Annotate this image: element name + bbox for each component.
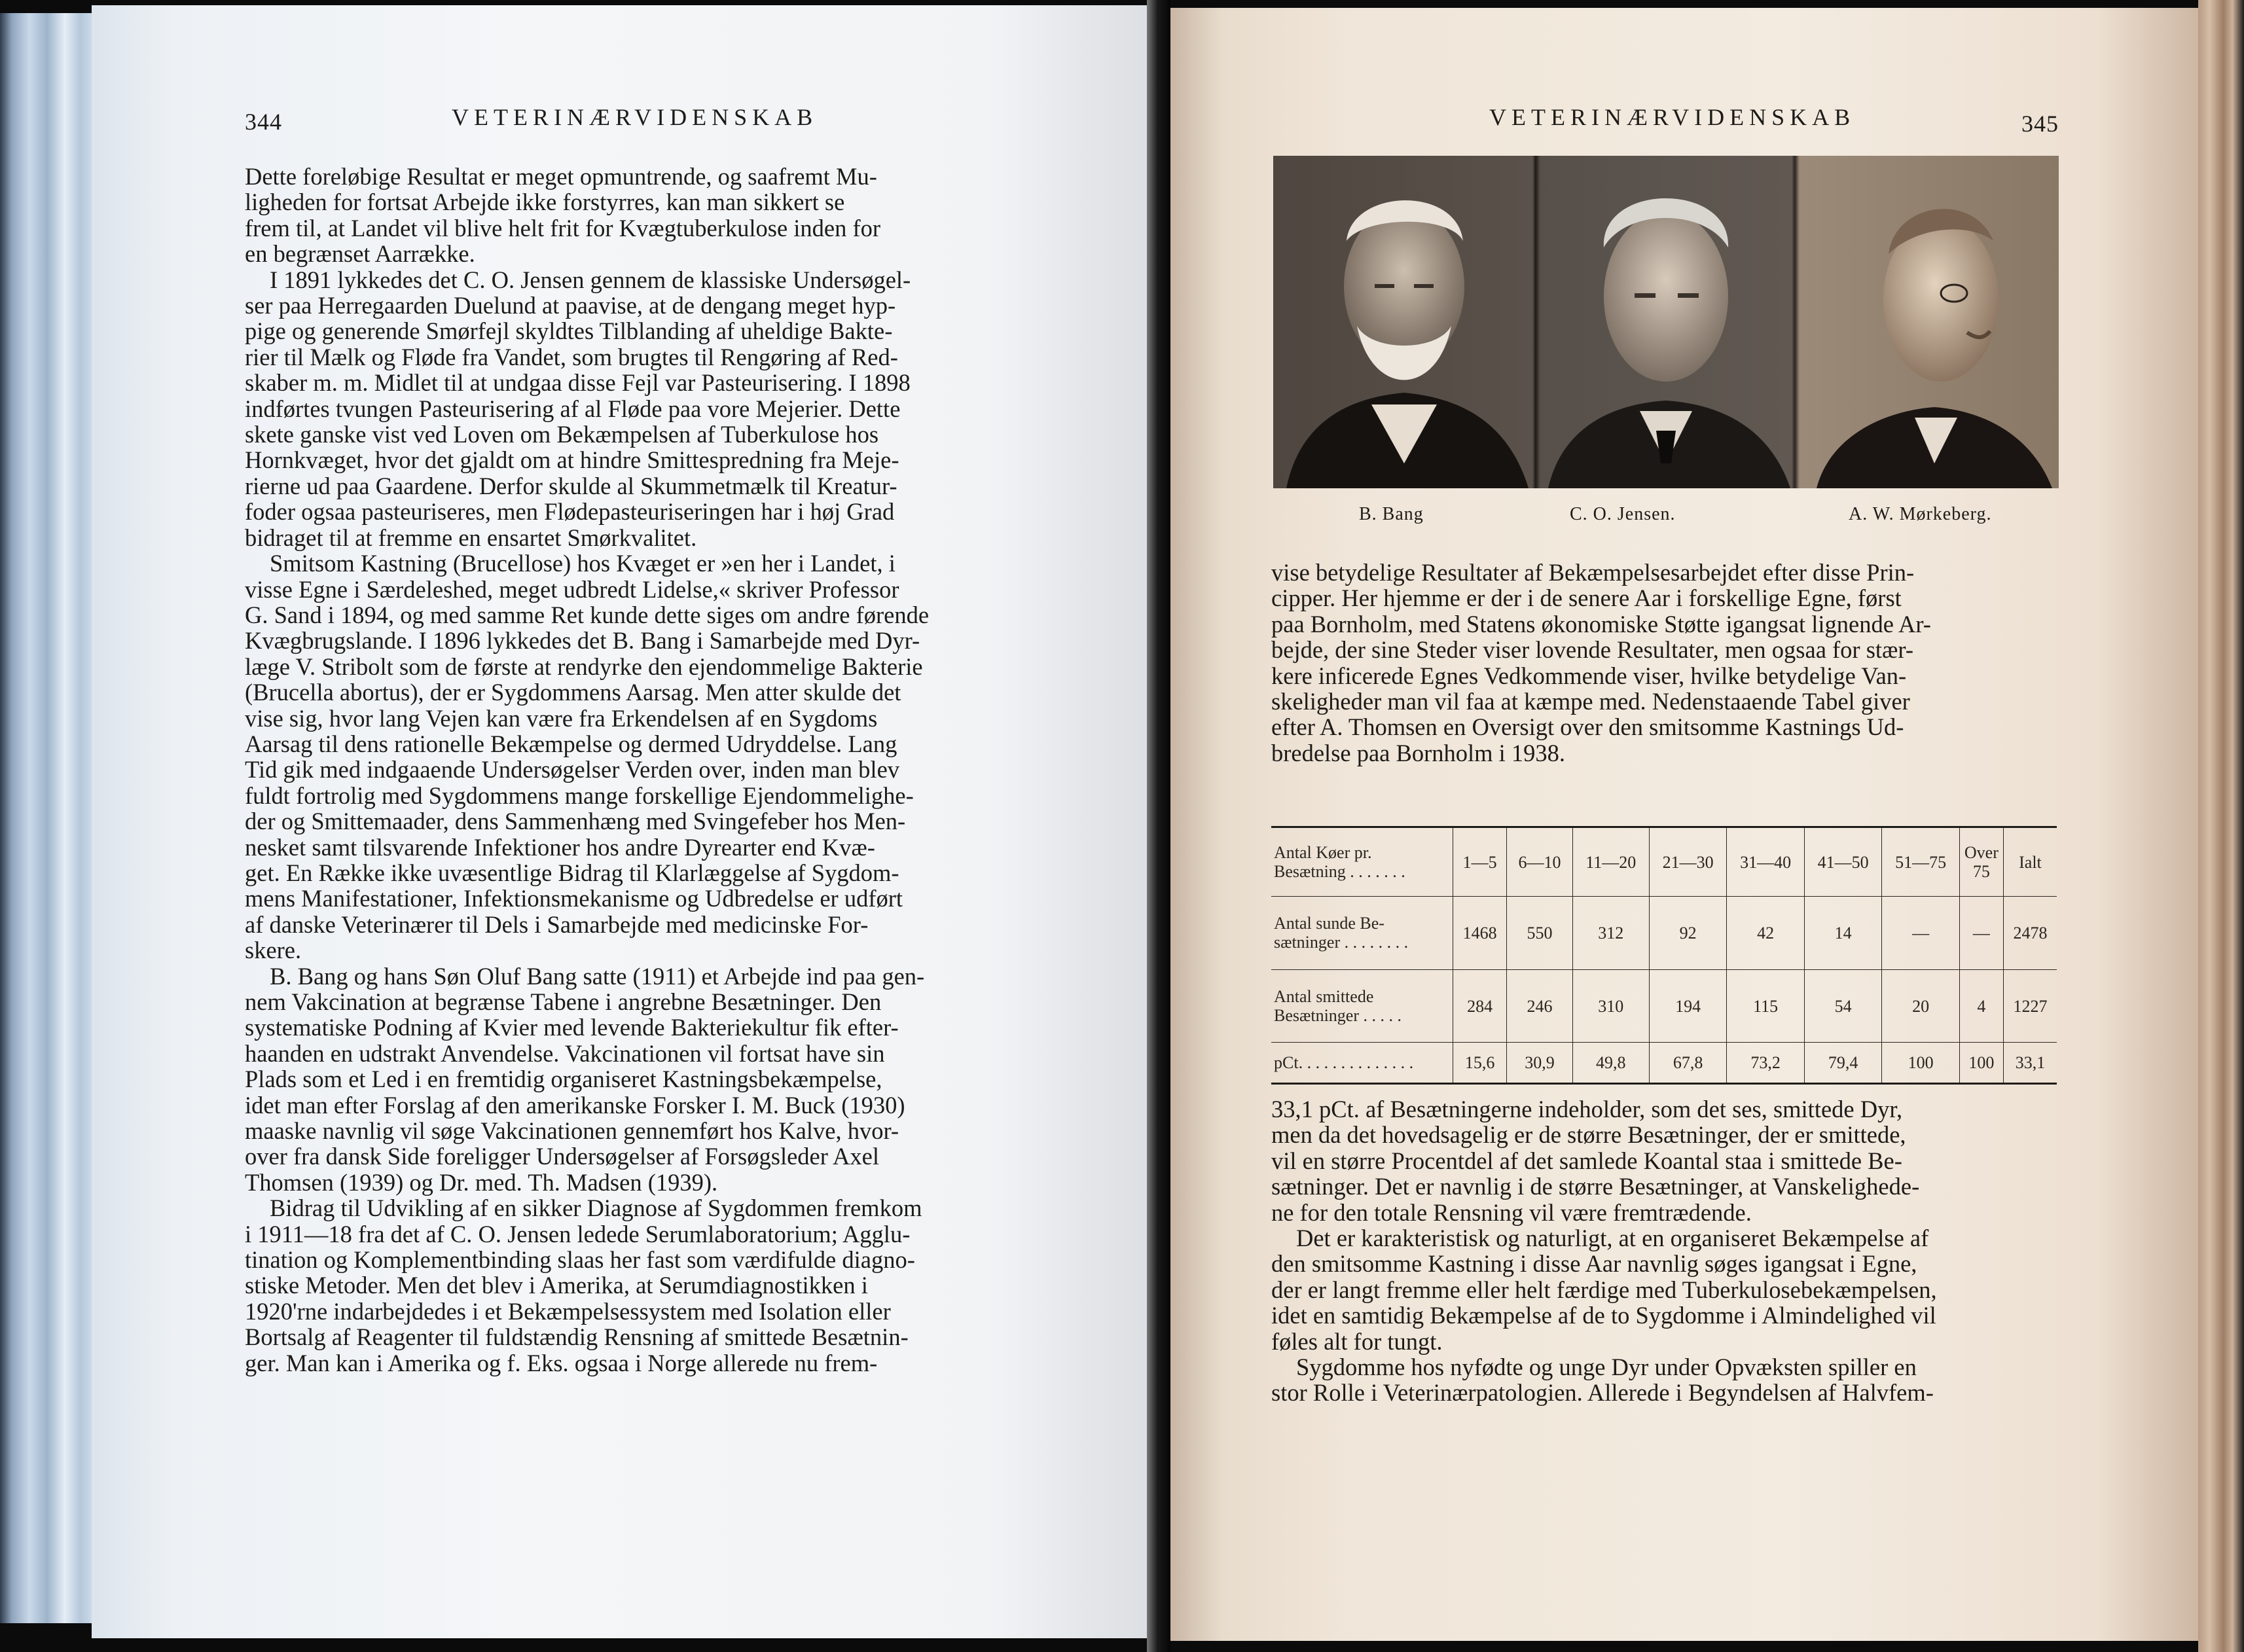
text-line: systematiske Podning af Kvier med levende Bakteriekultur fik efter- bbox=[245, 1014, 899, 1041]
text-line: føles alt for tungt. bbox=[1271, 1327, 1443, 1355]
right-page-text-bottom bbox=[1271, 1096, 2063, 1406]
table-cell: 33,1 bbox=[2003, 1043, 2057, 1084]
table-header-label: Antal Køer pr. Besætning . . . . . . . bbox=[1271, 827, 1453, 897]
text-line: Plads som et Led i en fremtidig organiseret Kastningsbekæmpelse, bbox=[245, 1066, 882, 1093]
table-cell: 20 bbox=[1882, 969, 1960, 1043]
text-line: Kvægbrugslande. I 1896 lykkedes det B. Bang i Samarbejde med Dyr- bbox=[245, 627, 920, 655]
table-cell: 14 bbox=[1804, 897, 1882, 970]
text-line: indførtes tvungen Pasteurisering af al Fløde paa vore Mejerier. Dette bbox=[245, 395, 901, 422]
text-line: G. Sand i 1894, og med samme Ret kunde dette siges om andre førende bbox=[245, 601, 930, 628]
text-line: kere inficerede Egnes Vedkommende viser, hvilke betydelige Van- bbox=[1271, 662, 1907, 689]
table-cell: 100 bbox=[1959, 1043, 2003, 1084]
table-cell: 115 bbox=[1727, 969, 1805, 1043]
text-line: efter A. Thomsen en Oversigt over den smitsomme Kastnings Ud- bbox=[1271, 713, 1904, 741]
table-cell: 4 bbox=[1959, 969, 2003, 1043]
portrait-a-w-morkeberg bbox=[1817, 209, 2052, 488]
right-page-text-top bbox=[1271, 560, 2063, 766]
table-col-header: 1—5 bbox=[1453, 827, 1507, 897]
left-running-head: VETERINÆRVIDENSKAB bbox=[452, 104, 818, 130]
table-cell: 194 bbox=[1649, 969, 1727, 1043]
text-line: Bortsalg af Reagenter til fuldstændig Rensning af smittede Besætnin- bbox=[245, 1323, 909, 1351]
table-cell: 246 bbox=[1507, 969, 1572, 1043]
text-line: mens Manifestationer, Infektionsmekanisme og Udbredelse er udført bbox=[245, 885, 903, 912]
table-cell: 15,6 bbox=[1453, 1043, 1507, 1084]
page-stack-edge bbox=[0, 13, 98, 1623]
text-line: skere. bbox=[245, 937, 302, 964]
text-line: (Brucella abortus), der er Sygdommens Aarsag. Men atter skulde det bbox=[245, 679, 901, 706]
table-cell: 67,8 bbox=[1649, 1043, 1727, 1084]
text-line: haanden en udstrakt Anvendelse. Vakcinationen vil fortsat have sin bbox=[245, 1039, 885, 1067]
text-line: Thomsen (1939) og Dr. med. Th. Madsen (1939). bbox=[245, 1168, 718, 1196]
text-line: rierne ud paa Gaardene. Derfor skulde al Skummetmælk til Kreatur- bbox=[245, 472, 897, 499]
text-line: Smitsom Kastning (Brucellose) hos Kvæget er »en her i Landet, i bbox=[270, 550, 896, 577]
table-cell: 54 bbox=[1804, 969, 1882, 1043]
text-line: B. Bang og hans Søn Oluf Bang satte (1911) et Arbejde ind paa gen- bbox=[270, 962, 925, 990]
table-col-header: Ialt bbox=[2003, 827, 2057, 897]
caption-c-o-jensen: C. O. Jensen. bbox=[1570, 504, 1676, 524]
table-row-sunde bbox=[1271, 897, 2057, 970]
text-line: en begrænset Aarrække. bbox=[245, 240, 475, 268]
caption-a-w-morkeberg: A. W. Mørkeberg. bbox=[1849, 504, 1992, 524]
text-line: ligheden for fortsat Arbejde ikke forstyrres, kan man sikkert se bbox=[245, 189, 845, 216]
text-line: 33,1 pCt. af Besætningerne indeholder, som det ses, smittede Dyr, bbox=[1271, 1096, 1903, 1122]
text-line: tination og Komplementbinding slaas her fast som værdifulde diagno- bbox=[245, 1246, 915, 1274]
table-col-header: 11—20 bbox=[1572, 827, 1649, 897]
text-line: rier til Mælk og Fløde fra Vandet, som brugtes til Rengøring af Red- bbox=[245, 343, 898, 370]
text-line: cipper. Her hjemme er der i de senere Aar i forskellige Egne, først bbox=[1271, 584, 1902, 612]
left-page-number: 344 bbox=[245, 109, 282, 135]
table-row-label: Antal sunde Be- sætninger . . . . . . . . bbox=[1271, 897, 1453, 970]
table-col-header: 6—10 bbox=[1507, 827, 1572, 897]
table-header-row bbox=[1271, 827, 2057, 897]
text-line: vise sig, hvor lang Vejen kan være fra Erkendelsen af en Sygdoms bbox=[245, 704, 878, 732]
text-line: Aarsag til dens rationelle Bekæmpelse og dermed Udryddelse. Lang bbox=[245, 730, 897, 757]
table-cell: 550 bbox=[1507, 897, 1572, 970]
table-cell: 49,8 bbox=[1572, 1043, 1649, 1084]
table-cell: 1468 bbox=[1453, 897, 1507, 970]
table-cell: 30,9 bbox=[1507, 1043, 1572, 1084]
table-cell: — bbox=[1882, 897, 1960, 970]
table-col-header: 31—40 bbox=[1727, 827, 1805, 897]
text-line: pige og generende Smørfejl skyldtes Tilblanding af uheldige Bakte- bbox=[245, 317, 893, 345]
text-line: frem til, at Landet vil blive helt frit for Kvægtuberkulose inden for bbox=[245, 214, 881, 242]
right-page-number: 345 bbox=[2021, 111, 2059, 137]
text-line: fuldt fortrolig med Sygdommens mange forskellige Ejendommelighe- bbox=[245, 781, 914, 809]
text-line: nem Vakcination at begrænse Tabene i angrebne Besætninger. Den bbox=[245, 988, 882, 1015]
text-line: der er langt fremme eller helt færdige med Tuberkulosebekæmpelsen, bbox=[1271, 1276, 1937, 1303]
text-line: maaske navnlig vil søge Vakcinationen gennemført hos Kalve, hvor- bbox=[245, 1117, 899, 1145]
table-cell: 2478 bbox=[2003, 897, 2057, 970]
table-cell: 312 bbox=[1572, 897, 1649, 970]
table-row-smittede bbox=[1271, 969, 2057, 1043]
table-cell: 79,4 bbox=[1804, 1043, 1882, 1084]
table-col-header: 51—75 bbox=[1882, 827, 1960, 897]
text-line: Dette foreløbige Resultat er meget opmuntrende, og saafremt Mu- bbox=[245, 163, 877, 190]
text-line: stor Rolle i Veterinærpatologien. Allerede i Begyndelsen af Halvfem- bbox=[1271, 1379, 1934, 1407]
table-cell: 92 bbox=[1649, 897, 1727, 970]
text-line: idet en samtidig Bekæmpelse af de to Sygdomme i Almindelighed vil bbox=[1271, 1302, 1936, 1329]
text-line: paa Bornholm, med Statens økonomiske Støtte igangsat lignende Ar- bbox=[1271, 610, 1931, 637]
text-line: Sygdomme hos nyfødte og unge Dyr under Opvæksten spiller en bbox=[1296, 1354, 1917, 1381]
text-line: get. En Række ikke uvæsentlige Bidrag til Klarlæggelse af Sygdom- bbox=[245, 859, 899, 886]
text-line: Tid gik med indgaaende Undersøgelser Verden over, inden man blev bbox=[245, 756, 900, 783]
text-line: sætninger. Det er navnlig i de større Besætninger, at Vanskelighede- bbox=[1271, 1173, 1920, 1200]
table-cell: 100 bbox=[1882, 1043, 1960, 1084]
text-line: vise betydelige Resultater af Bekæmpelsesarbejdet efter disse Prin- bbox=[1271, 559, 1915, 586]
text-line: Hornkvæget, hvor det gjaldt om at hindre Smittespredning fra Meje- bbox=[245, 446, 899, 474]
table-col-header: 21—30 bbox=[1649, 827, 1727, 897]
table-cell: 1227 bbox=[2003, 969, 2057, 1043]
text-line: ser paa Herregaarden Duelund at paavise, at de dengang meget hyp- bbox=[245, 292, 896, 319]
table-cell: 310 bbox=[1572, 969, 1649, 1043]
table-col-header: Over 75 bbox=[1959, 827, 2003, 897]
text-line: i 1911—18 fra det af C. O. Jensen ledede Serumlaboratorium; Agglu- bbox=[245, 1220, 911, 1248]
book-gutter bbox=[1147, 0, 1170, 1652]
text-line: Bidrag til Udvikling af en sikker Diagnose af Sygdommen fremkom bbox=[270, 1194, 922, 1222]
text-line: vil en større Procentdel af det samlede Koantal staa i smittede Be- bbox=[1271, 1147, 1902, 1174]
right-page-edge bbox=[2198, 0, 2244, 1652]
portrait-illustration bbox=[1273, 156, 2059, 488]
text-line: ger. Man kan i Amerika og f. Eks. ogsaa i Norge allerede nu frem- bbox=[245, 1349, 878, 1376]
kastning-table bbox=[1271, 826, 2057, 1085]
text-line: 1920'rne indarbejdedes i et Bekæmpelsessystem med Isolation eller bbox=[245, 1297, 891, 1325]
text-line: af danske Veterinærer til Dels i Samarbejde med medicinske For- bbox=[245, 910, 869, 938]
table-row-label: pCt. . . . . . . . . . . . . . bbox=[1271, 1043, 1453, 1084]
text-line: bredelse paa Bornholm i 1938. bbox=[1271, 739, 1566, 766]
left-page-text bbox=[245, 164, 1053, 1376]
portrait-photograph bbox=[1273, 156, 2059, 488]
caption-b-bang: B. Bang bbox=[1359, 504, 1424, 524]
text-line: skeligheder man vil faa at kæmpe med. Nedenstaaende Tabel giver bbox=[1271, 688, 1910, 715]
text-line: læge V. Stribolt som de første at rendyrke den ejendommelige Bakterie bbox=[245, 653, 923, 680]
portrait-b-bang bbox=[1286, 200, 1529, 488]
text-line: I 1891 lykkedes det C. O. Jensen gennem de klassiske Undersøgel- bbox=[270, 266, 911, 293]
table-cell: 284 bbox=[1453, 969, 1507, 1043]
text-line: skete ganske vist ved Loven om Bekæmpelsen af Tuberkulose hos bbox=[245, 421, 879, 448]
text-line: skaber m. m. Midlet til at undgaa disse Fejl var Pasteurisering. I 1898 bbox=[245, 369, 911, 397]
table-cell: 42 bbox=[1727, 897, 1805, 970]
table-col-header: 41—50 bbox=[1804, 827, 1882, 897]
table-row-pct bbox=[1271, 1043, 2057, 1084]
text-line: den smitsomme Kastning i disse Aar navnlig søges igangsat i Egne, bbox=[1271, 1250, 1917, 1278]
text-line: visse Egne i Særdeleshed, meget udbredt Lidelse,« skriver Professor bbox=[245, 575, 899, 603]
text-line: foder ogsaa pasteuriseres, men Flødepasteuriseringen har i høj Grad bbox=[245, 498, 895, 526]
text-line: ne for den totale Rensning vil være fremtrædende. bbox=[1271, 1198, 1752, 1226]
text-line: bidraget til at fremme en ensartet Smørkvalitet. bbox=[245, 524, 697, 551]
text-line: over fra dansk Side foreligger Undersøgelser af Forsøgsleder Axel bbox=[245, 1143, 879, 1170]
text-line: der og Smittemaader, dens Sammenhæng med Svingefeber hos Men- bbox=[245, 808, 906, 835]
text-line: bejde, der sine Steder viser lovende Resultater, men ogsaa for stær- bbox=[1271, 636, 1913, 664]
table-cell: — bbox=[1959, 897, 2003, 970]
text-line: stiske Metoder. Men det blev i Amerika, at Serumdiagnostikken i bbox=[245, 1272, 868, 1299]
table-cell: 73,2 bbox=[1727, 1043, 1805, 1084]
right-running-head: VETERINÆRVIDENSKAB bbox=[1489, 104, 1856, 130]
text-line: Det er karakteristisk og naturligt, at en organiseret Bekæmpelse af bbox=[1296, 1225, 1929, 1252]
text-line: nesket samt tilsvarende Infektioner hos andre Dyrearter end Kvæ- bbox=[245, 833, 875, 861]
table-row-label: Antal smittede Besætninger . . . . . bbox=[1271, 969, 1453, 1043]
text-line: men da det hovedsagelig er de større Besætninger, der er smittede, bbox=[1271, 1121, 1906, 1149]
portrait-c-o-jensen bbox=[1548, 198, 1790, 488]
text-line: idet man efter Forslag af den amerikanske Forsker I. M. Buck (1930) bbox=[245, 1091, 905, 1119]
